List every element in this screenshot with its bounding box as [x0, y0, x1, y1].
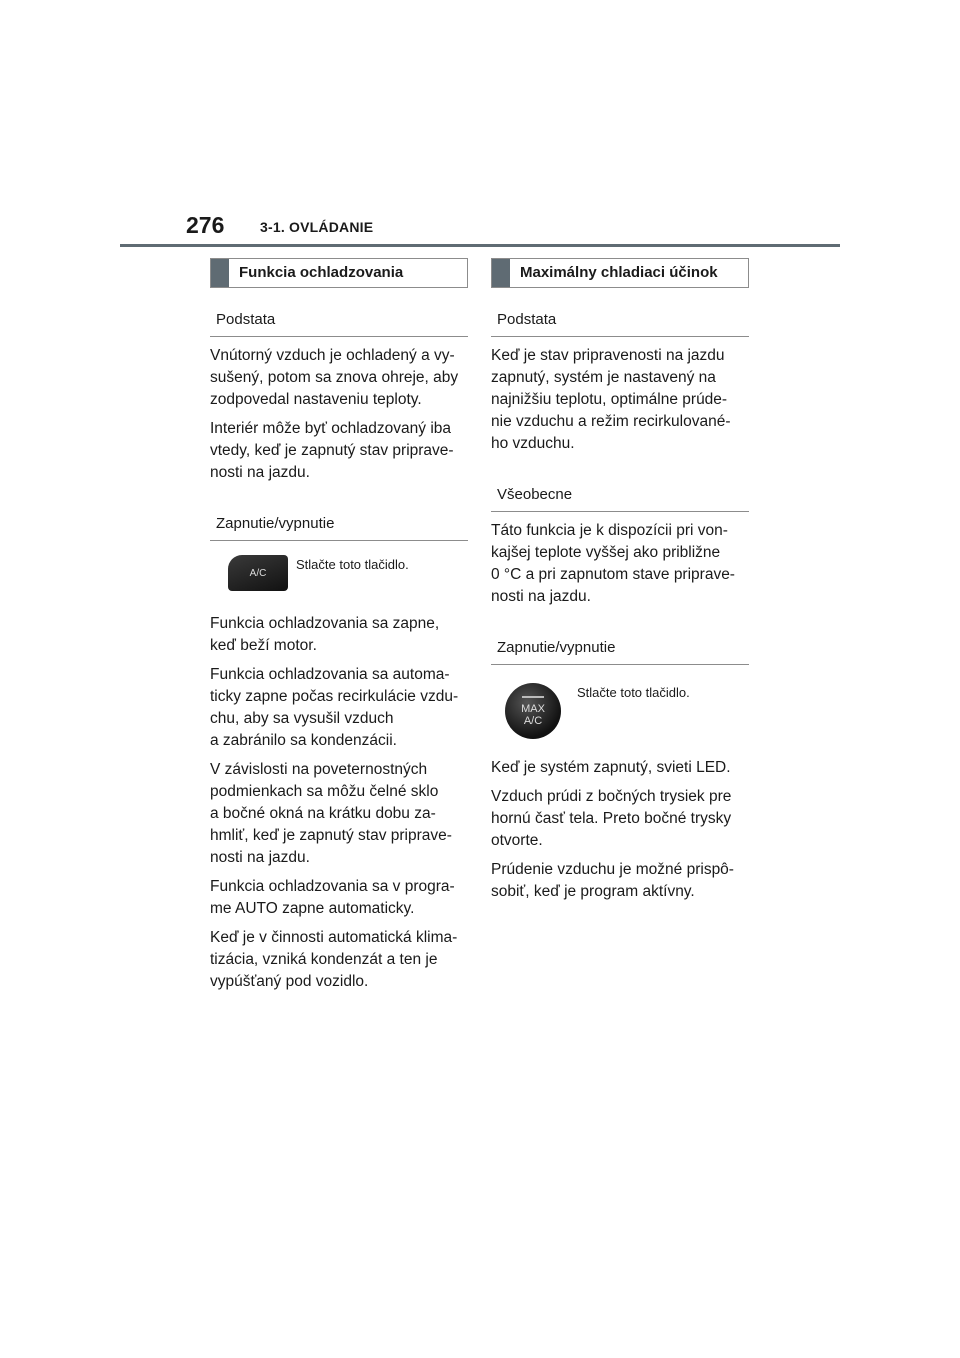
text-line: Funkcia ochladzovania sa v progra-: [210, 878, 455, 895]
paragraph: [491, 757, 749, 779]
paragraph: [491, 786, 749, 852]
text-line: 0 °C a pri zapnutom stave priprave-: [491, 566, 735, 583]
figure-caption: Stlačte toto tlačidlo.: [296, 557, 409, 572]
page-number: 276: [186, 212, 225, 238]
text-line: nosti na jazdu.: [210, 849, 310, 866]
section-tab-marker: [492, 259, 510, 287]
right-column: [491, 258, 749, 910]
max-ac-button-image: [505, 683, 561, 739]
text-line: Keď je stav pripravenosti na jazdu: [491, 347, 725, 364]
figure-caption: Stlačte toto tlačidlo.: [577, 685, 690, 700]
text-line: vypúšťaný pod vozidlo.: [210, 973, 369, 990]
text-line: zapnutý, systém je nastavený na: [491, 369, 716, 386]
text-line: Vnútorný vzduch je ochladený a vy-: [210, 347, 455, 364]
subhead-podstata: Podstata: [210, 288, 468, 337]
paragraph: [491, 520, 749, 608]
text-line: zodpovedal nastaveniu teploty.: [210, 391, 422, 408]
text-line: kajšej teplote vyššej ako približne: [491, 544, 721, 561]
subhead-zapnutie: Zapnutie/vypnutie: [491, 616, 749, 665]
text-line: Interiér môže byť ochladzovaný iba: [210, 420, 452, 437]
left-column: [210, 258, 468, 1000]
text-line: a bočné okná na krátku dobu za-: [210, 805, 436, 822]
text-line: Táto funkcia je k dispozícii pri von-: [491, 522, 728, 539]
text-line: Keď je v činnosti automatická klima-: [210, 929, 458, 946]
paragraph: [491, 859, 749, 903]
section-header-label: Maximálny chladiaci účinok: [520, 264, 718, 281]
paragraph: [210, 418, 468, 484]
paragraph: [210, 613, 468, 657]
text-line: keď beží motor.: [210, 637, 317, 654]
subhead-podstata: Podstata: [491, 288, 749, 337]
text-line: V závislosti na poveternostných: [210, 761, 428, 778]
section-title: 3-1. OVLÁDANIE: [260, 219, 374, 235]
text-line: podmienkach sa môžu čelné sklo: [210, 783, 439, 800]
text-line: a zabránilo sa kondenzácii.: [210, 732, 397, 749]
text-line: me AUTO zapne automaticky.: [210, 900, 415, 917]
max-label: MAX: [521, 702, 545, 715]
header-rule: [120, 244, 840, 247]
subhead-vseobecne: Všeobecne: [491, 463, 749, 512]
paragraph: [491, 345, 749, 455]
ac-label: A/C: [523, 714, 543, 727]
subhead-zapnutie: Zapnutie/vypnutie: [210, 492, 468, 541]
section-tab-marker: [211, 259, 229, 287]
section-header-cooling: [210, 258, 468, 288]
paragraph: [210, 664, 468, 752]
text-line: ho vzduchu.: [491, 435, 575, 452]
text-line: hornú časť tela. Preto bočné trysky: [491, 810, 732, 827]
section-header-max-cooling: [491, 258, 749, 288]
text-line: sobiť, keď je program aktívny.: [491, 883, 695, 900]
text-line: Keď je systém zapnutý, svieti LED.: [491, 759, 731, 776]
led-indicator: [522, 696, 544, 698]
paragraph: [210, 345, 468, 411]
section-header-label: Funkcia ochladzovania: [239, 264, 404, 281]
ac-button-image: A/C: [228, 555, 288, 591]
paragraph: [210, 927, 468, 993]
text-line: ticky zapne počas recirkulácie vzdu-: [210, 688, 459, 705]
text-line: Prúdenie vzduchu je možné prispô-: [491, 861, 734, 878]
text-line: nosti na jazdu.: [210, 464, 310, 481]
paragraph: [210, 759, 468, 869]
text-line: nosti na jazdu.: [491, 588, 591, 605]
figure-max-ac-button: [491, 683, 749, 743]
figure-ac-button: [210, 555, 468, 599]
text-line: vtedy, keď je zapnutý stav priprave-: [210, 442, 454, 459]
text-line: Funkcia ochladzovania sa zapne,: [210, 615, 440, 632]
text-line: nie vzduchu a režim recirkulované-: [491, 413, 731, 430]
text-line: otvorte.: [491, 832, 543, 849]
text-line: chu, aby sa vysušil vzduch: [210, 710, 394, 727]
text-line: hmliť, keď je zapnutý stav priprave-: [210, 827, 452, 844]
text-line: tizácia, vzniká kondenzát a ten je: [210, 951, 438, 968]
text-line: sušený, potom sa znova ohreje, aby: [210, 369, 459, 386]
text-line: najnižšiu teplotu, optimálne prúde-: [491, 391, 728, 408]
text-line: Funkcia ochladzovania sa automa-: [210, 666, 450, 683]
text-line: Vzduch prúdi z bočných trysiek pre: [491, 788, 732, 805]
paragraph: [210, 876, 468, 920]
